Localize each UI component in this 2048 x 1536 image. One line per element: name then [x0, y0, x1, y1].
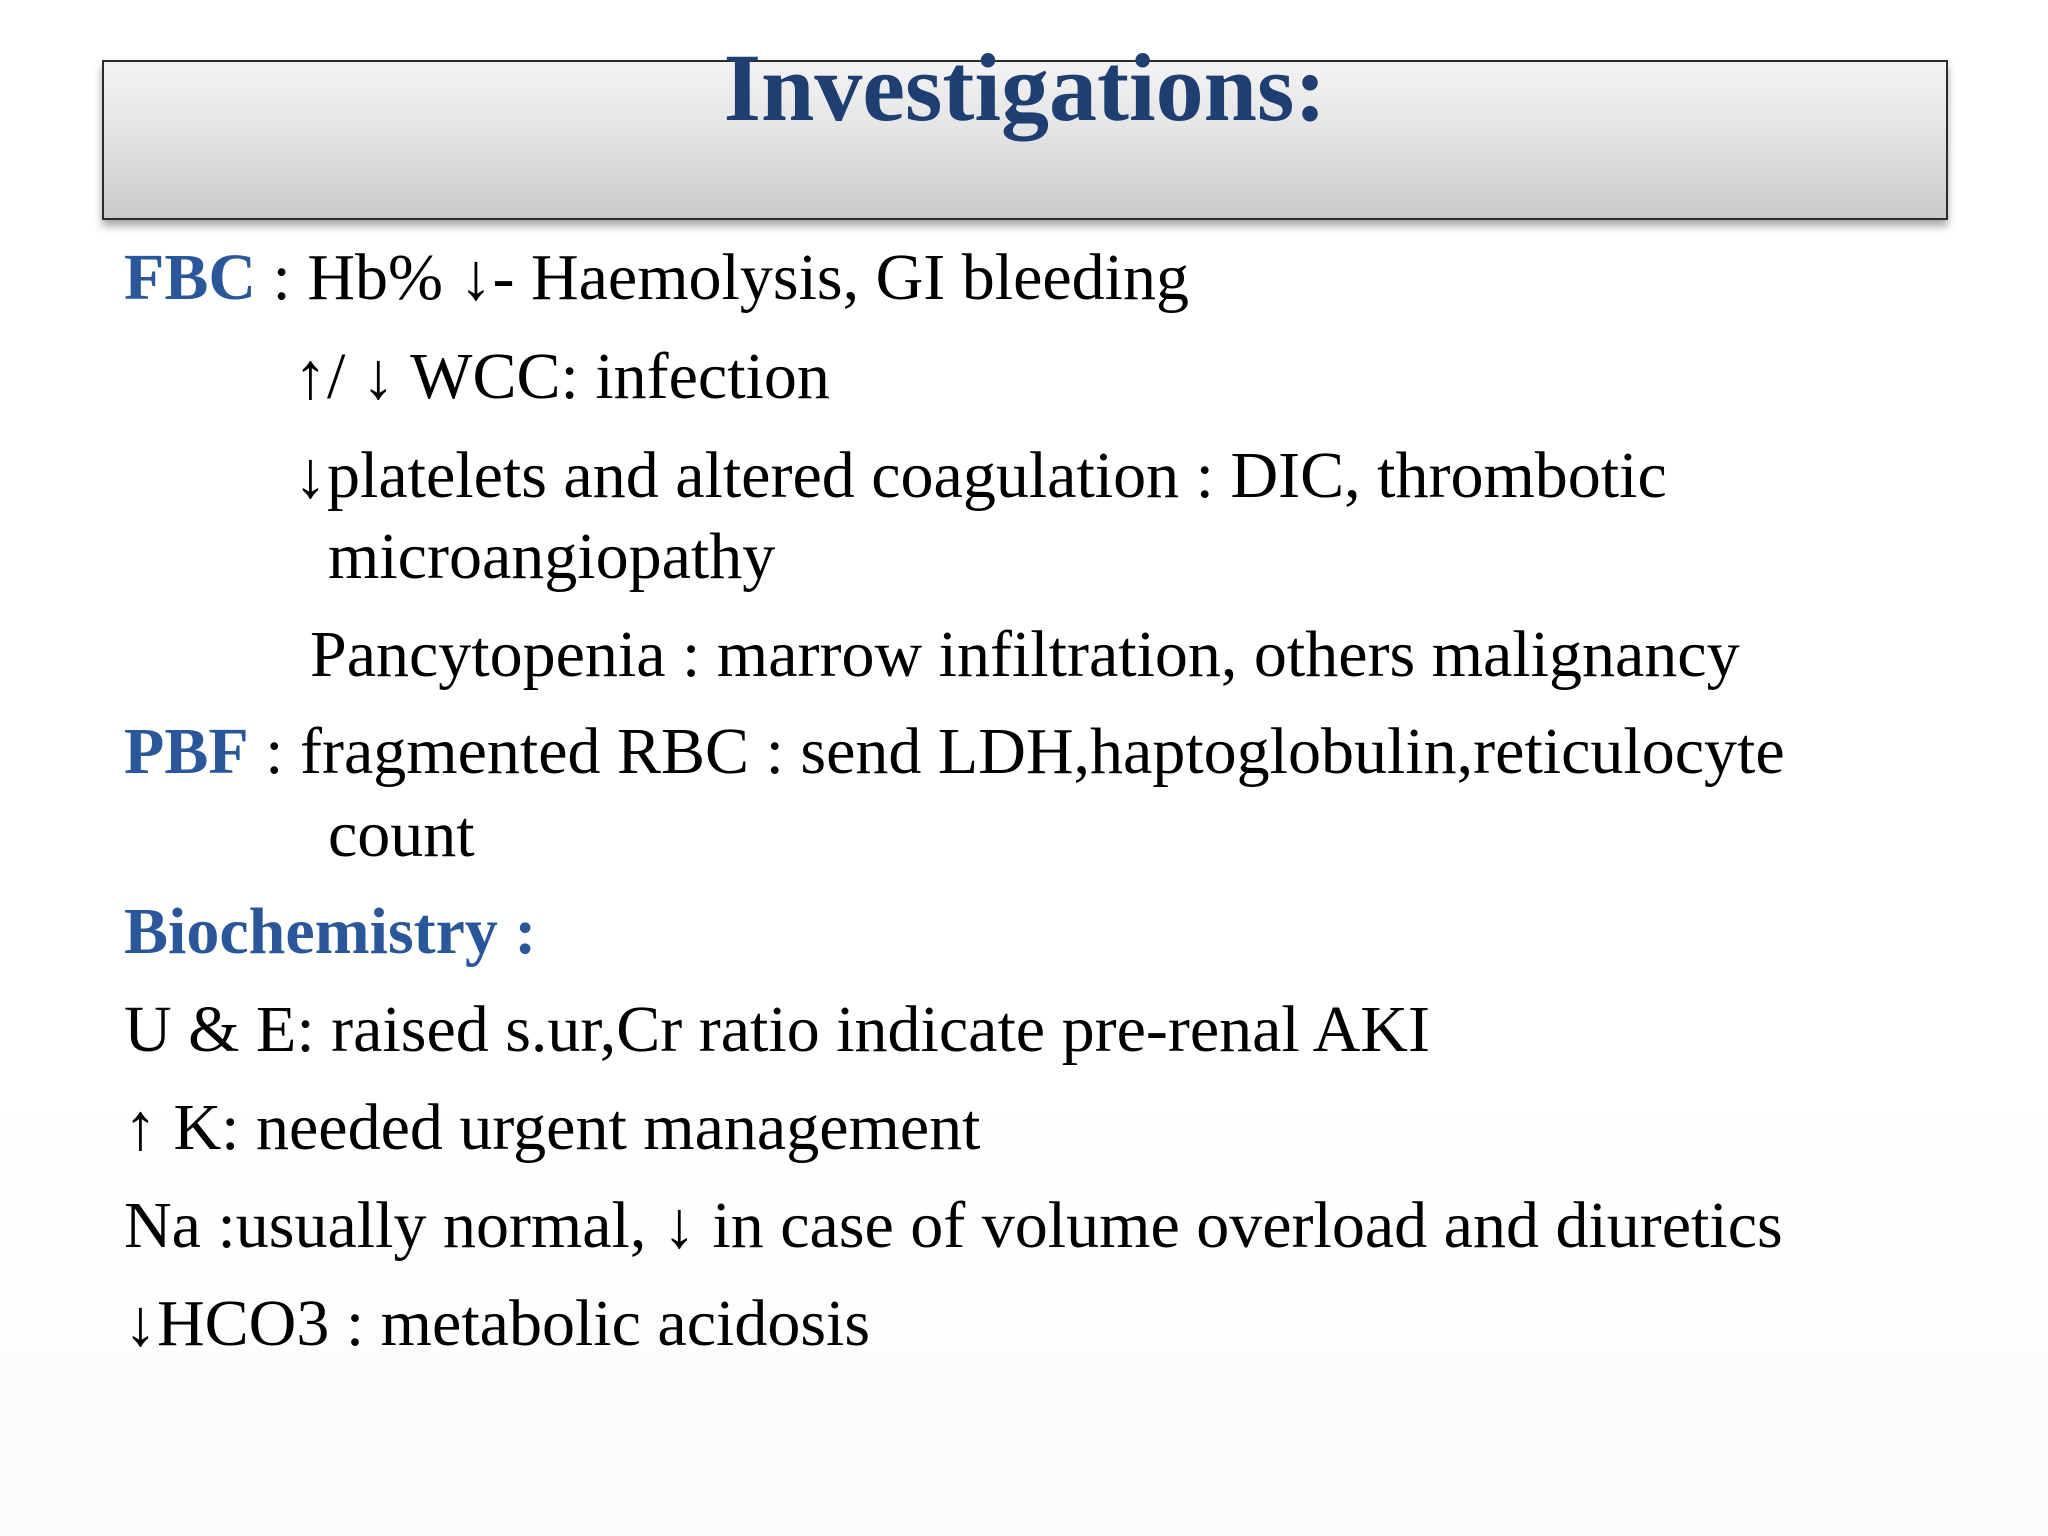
fbc-platelets-continuation: microangiopathy [328, 520, 776, 593]
fbc-wcc-text: ↑/ ↓ WCC: infection [294, 340, 830, 413]
fbc-line [124, 238, 1189, 318]
fbc-platelets-text: ↓platelets and altered coagulation : DIC, thrombotic [294, 439, 1667, 512]
biochemistry-item-hco3: ↓HCO3 : metabolic acidosis [124, 1287, 871, 1360]
pbf-line [124, 712, 1785, 792]
fbc-hb-text: : Hb% ↓- Haemolysis, GI bleeding [256, 241, 1189, 314]
fbc-label: FBC [124, 241, 256, 314]
pbf-text: : fragmented RBC : send LDH,haptoglobulin,reticulocyte [248, 715, 1785, 788]
pbf-label: PBF [124, 715, 249, 788]
biochemistry-item-ue: U & E: raised s.ur,Cr ratio indicate pre-renal AKI [124, 993, 1430, 1066]
fbc-pancytopenia-text: Pancytopenia : marrow infiltration, others malignancy [310, 618, 1740, 691]
pbf-continuation: count [328, 798, 475, 871]
slide-title: Investigations: [723, 34, 1327, 141]
biochemistry-item-k: ↑ K: needed urgent management [124, 1091, 981, 1164]
biochemistry-item-na: Na :usually normal, ↓ in case of volume overload and diuretics [124, 1189, 1783, 1262]
biochemistry-heading: Biochemistry : [124, 895, 537, 968]
